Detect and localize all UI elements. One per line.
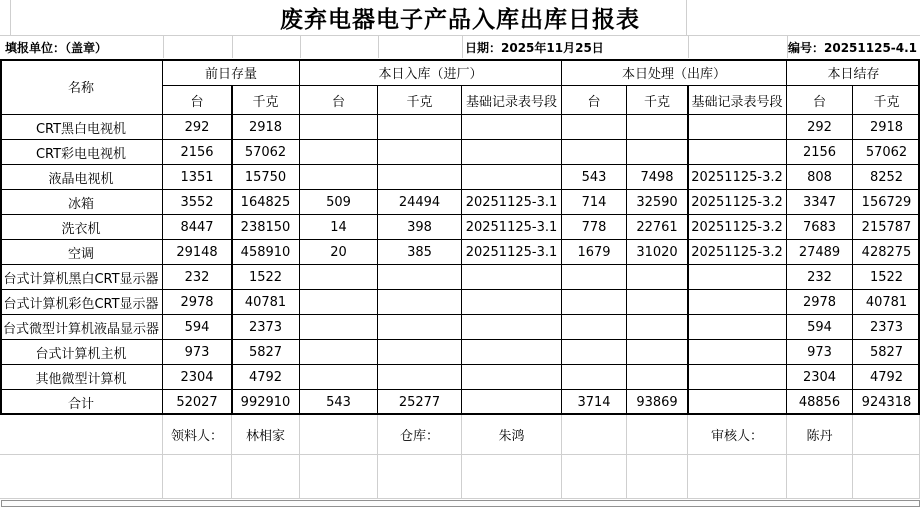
data-cell[interactable]: 14 xyxy=(300,215,378,240)
signature-area xyxy=(0,415,920,499)
data-cell[interactable]: 40781 xyxy=(232,290,300,315)
data-cell[interactable]: 48856 xyxy=(787,390,853,415)
data-cell[interactable]: 5827 xyxy=(232,340,300,365)
data-cell[interactable]: 8447 xyxy=(163,215,232,240)
data-cell[interactable]: 5827 xyxy=(853,340,920,365)
data-cell[interactable]: 1679 xyxy=(562,240,627,265)
data-cell[interactable] xyxy=(378,115,462,140)
data-cell[interactable]: 40781 xyxy=(853,290,920,315)
data-cell[interactable] xyxy=(300,290,378,315)
data-cell[interactable]: 1351 xyxy=(163,165,232,190)
row-name-cell[interactable]: 其他微型计算机 xyxy=(0,365,163,390)
footer-cell[interactable] xyxy=(562,455,627,499)
gridline xyxy=(462,36,463,58)
gridline xyxy=(163,36,164,58)
data-cell[interactable]: 32590 xyxy=(627,190,688,215)
header-subcol: 千克 xyxy=(627,86,688,115)
footer-cell[interactable] xyxy=(462,455,562,499)
data-cell[interactable]: 509 xyxy=(300,190,378,215)
data-cell[interactable] xyxy=(300,165,378,190)
data-cell[interactable]: 543 xyxy=(300,390,378,415)
header-subcol: 千克 xyxy=(232,86,300,115)
data-cell[interactable] xyxy=(462,265,562,290)
row-name-cell[interactable]: 台式计算机主机 xyxy=(0,340,163,365)
data-cell[interactable] xyxy=(300,140,378,165)
data-cell[interactable] xyxy=(688,315,787,340)
data-cell[interactable] xyxy=(562,140,627,165)
data-cell[interactable]: 7498 xyxy=(627,165,688,190)
data-cell[interactable] xyxy=(688,290,787,315)
data-cell[interactable]: 93869 xyxy=(627,390,688,415)
header-group: 本日结存 xyxy=(787,59,920,86)
data-cell[interactable]: 4792 xyxy=(853,365,920,390)
data-cell[interactable]: 232 xyxy=(787,265,853,290)
row-name-cell[interactable]: 空调 xyxy=(0,240,163,265)
gridline xyxy=(232,36,233,58)
data-cell[interactable] xyxy=(300,365,378,390)
data-cell[interactable] xyxy=(562,265,627,290)
data-cell[interactable]: 2978 xyxy=(787,290,853,315)
footer-cell[interactable] xyxy=(627,415,688,455)
report-code: 编号：20251125-4.1 xyxy=(788,40,918,55)
header-group: 本日入库（进厂） xyxy=(300,59,562,86)
data-cell[interactable]: 22761 xyxy=(627,215,688,240)
footer-cell[interactable] xyxy=(787,455,853,499)
data-cell[interactable]: 398 xyxy=(378,215,462,240)
data-cell[interactable] xyxy=(378,290,462,315)
gridline xyxy=(300,36,301,58)
data-cell[interactable]: 52027 xyxy=(163,390,232,415)
data-cell[interactable] xyxy=(378,165,462,190)
data-cell[interactable] xyxy=(688,340,787,365)
header-name: 名称 xyxy=(0,59,163,115)
data-cell[interactable] xyxy=(378,315,462,340)
data-cell[interactable]: 808 xyxy=(787,165,853,190)
data-cell[interactable]: 714 xyxy=(562,190,627,215)
data-cell[interactable] xyxy=(627,115,688,140)
data-cell[interactable]: 3714 xyxy=(562,390,627,415)
data-cell[interactable]: 164825 xyxy=(232,190,300,215)
data-cell[interactable] xyxy=(688,115,787,140)
data-cell[interactable] xyxy=(562,115,627,140)
header-subcol: 台 xyxy=(562,86,627,115)
data-cell[interactable] xyxy=(462,315,562,340)
data-cell[interactable]: 458910 xyxy=(232,240,300,265)
reviewer-name[interactable]: 陈丹 xyxy=(787,415,853,455)
data-cell[interactable] xyxy=(300,340,378,365)
report-table xyxy=(0,59,920,415)
header-subcol: 台 xyxy=(163,86,232,115)
row-name-cell[interactable]: 合计 xyxy=(0,390,163,415)
data-cell[interactable] xyxy=(627,265,688,290)
page-title: 废弃电器电子产品入库出库日报表 xyxy=(280,7,640,33)
reviewer-label: 审核人： xyxy=(688,415,787,455)
data-cell[interactable]: 215787 xyxy=(853,215,920,240)
data-cell[interactable]: 20251125-3.1 xyxy=(462,190,562,215)
data-cell[interactable]: 156729 xyxy=(853,190,920,215)
gridline xyxy=(686,0,687,35)
data-cell[interactable]: 25277 xyxy=(378,390,462,415)
data-cell[interactable]: 1522 xyxy=(232,265,300,290)
footer-cell[interactable] xyxy=(378,455,462,499)
data-cell[interactable]: 8252 xyxy=(853,165,920,190)
data-cell[interactable]: 2156 xyxy=(163,140,232,165)
data-cell[interactable] xyxy=(627,140,688,165)
data-cell[interactable]: 2373 xyxy=(232,315,300,340)
data-cell[interactable] xyxy=(462,115,562,140)
gridline xyxy=(787,36,788,58)
data-cell[interactable] xyxy=(462,365,562,390)
data-cell[interactable]: 594 xyxy=(787,315,853,340)
report-unit-label: 填报单位：（盖章） xyxy=(5,40,108,55)
data-cell[interactable]: 27489 xyxy=(787,240,853,265)
row-name-cell[interactable]: CRT黑白电视机 xyxy=(0,115,163,140)
header-subcol: 基础记录表号段 xyxy=(462,86,562,115)
warehouse-name[interactable]: 朱鸿 xyxy=(462,415,562,455)
data-cell[interactable] xyxy=(688,140,787,165)
scrollbar-strip[interactable] xyxy=(1,500,920,507)
data-cell[interactable]: 2918 xyxy=(853,115,920,140)
row-name-cell[interactable]: 台式计算机彩色CRT显示器 xyxy=(0,290,163,315)
footer-cell[interactable] xyxy=(688,455,787,499)
data-cell[interactable]: 924318 xyxy=(853,390,920,415)
data-cell[interactable] xyxy=(627,290,688,315)
data-cell[interactable]: 2918 xyxy=(232,115,300,140)
header-group: 本日处理（出库） xyxy=(562,59,787,86)
header-subcol: 台 xyxy=(787,86,853,115)
data-cell[interactable]: 20251125-3.2 xyxy=(688,215,787,240)
header-group: 前日存量 xyxy=(163,59,300,86)
data-cell[interactable]: 20251125-3.1 xyxy=(462,215,562,240)
footer-cell[interactable] xyxy=(232,455,300,499)
data-cell[interactable]: 2373 xyxy=(853,315,920,340)
gridline xyxy=(0,35,920,36)
footer-cell[interactable] xyxy=(627,455,688,499)
picker-label: 领料人： xyxy=(163,415,232,455)
row-name-cell[interactable]: 台式微型计算机液晶显示器 xyxy=(0,315,163,340)
data-cell[interactable]: 292 xyxy=(787,115,853,140)
data-cell[interactable]: 2978 xyxy=(163,290,232,315)
data-cell[interactable]: 20251125-3.2 xyxy=(688,190,787,215)
data-cell[interactable] xyxy=(462,290,562,315)
data-cell[interactable] xyxy=(627,315,688,340)
header-subcol: 千克 xyxy=(853,86,920,115)
footer-cell[interactable] xyxy=(0,415,163,455)
data-cell[interactable]: 992910 xyxy=(232,390,300,415)
data-cell[interactable] xyxy=(378,140,462,165)
data-cell[interactable] xyxy=(300,265,378,290)
data-cell[interactable] xyxy=(688,365,787,390)
gridline xyxy=(10,0,11,35)
gridline xyxy=(378,36,379,58)
data-cell[interactable]: 20251125-3.2 xyxy=(688,240,787,265)
row-name-cell[interactable]: 冰箱 xyxy=(0,190,163,215)
data-cell[interactable]: 2304 xyxy=(787,365,853,390)
footer-cell[interactable] xyxy=(300,455,378,499)
data-cell[interactable] xyxy=(688,390,787,415)
row-name-cell[interactable]: 液晶电视机 xyxy=(0,165,163,190)
data-cell[interactable]: 2156 xyxy=(787,140,853,165)
data-cell[interactable]: 3552 xyxy=(163,190,232,215)
data-cell[interactable]: 4792 xyxy=(232,365,300,390)
data-cell[interactable]: 20 xyxy=(300,240,378,265)
data-cell[interactable] xyxy=(562,290,627,315)
footer-cell[interactable] xyxy=(0,455,163,499)
data-cell[interactable] xyxy=(378,265,462,290)
row-name-cell[interactable]: 台式计算机黑白CRT显示器 xyxy=(0,265,163,290)
picker-name[interactable]: 林相家 xyxy=(232,415,300,455)
data-cell[interactable]: 31020 xyxy=(627,240,688,265)
data-cell[interactable]: 3347 xyxy=(787,190,853,215)
report-date: 日期：2025年11月25日 xyxy=(465,40,604,55)
data-cell[interactable]: 57062 xyxy=(232,140,300,165)
gridline xyxy=(688,36,689,58)
data-cell[interactable]: 428275 xyxy=(853,240,920,265)
footer-cell[interactable] xyxy=(853,455,920,499)
data-cell[interactable]: 20251125-3.1 xyxy=(462,240,562,265)
header-subcol: 台 xyxy=(300,86,378,115)
data-cell[interactable] xyxy=(627,340,688,365)
data-cell[interactable]: 57062 xyxy=(853,140,920,165)
data-cell[interactable] xyxy=(462,165,562,190)
data-cell[interactable]: 15750 xyxy=(232,165,300,190)
data-cell[interactable]: 29148 xyxy=(163,240,232,265)
data-cell[interactable] xyxy=(562,315,627,340)
data-cell[interactable]: 778 xyxy=(562,215,627,240)
data-cell[interactable]: 238150 xyxy=(232,215,300,240)
data-cell[interactable]: 594 xyxy=(163,315,232,340)
warehouse-label: 仓库： xyxy=(378,415,462,455)
data-cell[interactable] xyxy=(378,340,462,365)
data-cell[interactable] xyxy=(300,315,378,340)
data-cell[interactable] xyxy=(462,340,562,365)
header-subcol: 基础记录表号段 xyxy=(688,86,787,115)
data-cell[interactable]: 973 xyxy=(787,340,853,365)
footer-cell[interactable] xyxy=(300,415,378,455)
data-cell[interactable]: 973 xyxy=(163,340,232,365)
header-subcol: 千克 xyxy=(378,86,462,115)
data-cell[interactable] xyxy=(562,340,627,365)
data-cell[interactable]: 385 xyxy=(378,240,462,265)
footer-cell[interactable] xyxy=(562,415,627,455)
data-cell[interactable]: 232 xyxy=(163,265,232,290)
data-cell[interactable] xyxy=(462,390,562,415)
data-cell[interactable] xyxy=(627,365,688,390)
data-cell[interactable]: 20251125-3.2 xyxy=(688,165,787,190)
data-cell[interactable] xyxy=(462,140,562,165)
data-cell[interactable]: 7683 xyxy=(787,215,853,240)
row-name-cell[interactable]: 洗衣机 xyxy=(0,215,163,240)
data-cell[interactable] xyxy=(688,265,787,290)
data-cell[interactable]: 24494 xyxy=(378,190,462,215)
data-cell[interactable]: 292 xyxy=(163,115,232,140)
row-name-cell[interactable]: CRT彩电电视机 xyxy=(0,140,163,165)
data-cell[interactable] xyxy=(562,365,627,390)
data-cell[interactable]: 1522 xyxy=(853,265,920,290)
footer-cell[interactable] xyxy=(163,455,232,499)
data-cell[interactable] xyxy=(378,365,462,390)
data-cell[interactable] xyxy=(300,115,378,140)
data-cell[interactable]: 543 xyxy=(562,165,627,190)
footer-cell[interactable] xyxy=(853,415,920,455)
data-cell[interactable]: 2304 xyxy=(163,365,232,390)
